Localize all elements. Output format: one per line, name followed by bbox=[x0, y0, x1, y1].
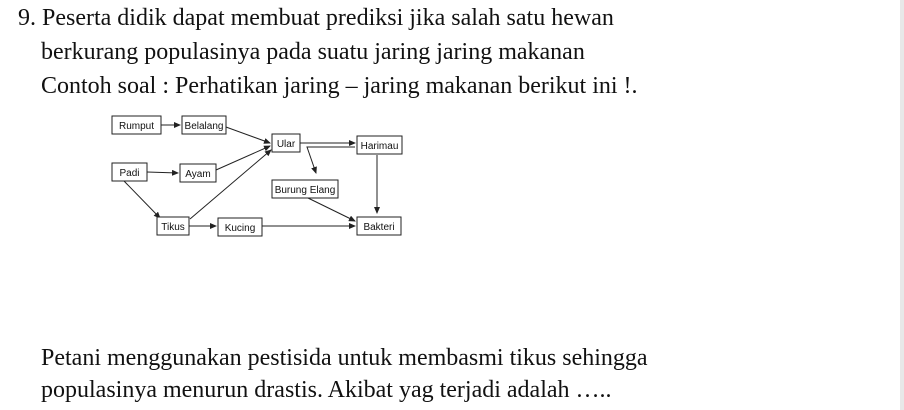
edge-ular-burung-elang bbox=[307, 147, 355, 173]
edge-padi-ayam bbox=[147, 172, 178, 173]
node-burung-elang-label: Burung Elang bbox=[274, 185, 336, 196]
node-tikus-label: Tikus bbox=[161, 222, 185, 233]
food-web-edges bbox=[124, 125, 377, 226]
question-line-3: Contoh soal : Perhatikan jaring – jaring makanan berikut ini !. bbox=[41, 73, 638, 99]
node-rumput-label: Rumput bbox=[118, 121, 155, 132]
node-ular bbox=[272, 134, 300, 152]
question-line-4: Petani menggunakan pestisida untuk membasmi tikus sehingga bbox=[41, 345, 648, 371]
node-padi-label: Padi bbox=[119, 168, 140, 179]
node-tikus bbox=[157, 217, 189, 235]
node-belalang-label: Belalang bbox=[184, 121, 224, 132]
edge-belalang-ular bbox=[226, 127, 270, 143]
node-ayam-label: Ayam bbox=[185, 169, 211, 180]
node-ular-label: Ular bbox=[276, 139, 296, 150]
edge-padi-tikus bbox=[124, 181, 160, 218]
node-rumput bbox=[112, 116, 161, 134]
node-harimau-label: Harimau bbox=[360, 141, 399, 152]
node-kucing bbox=[218, 218, 262, 236]
node-ayam bbox=[180, 164, 216, 182]
node-bakteri-label: Bakteri bbox=[363, 222, 395, 233]
right-edge-strip bbox=[900, 0, 904, 410]
edge-tikus-ular bbox=[190, 150, 271, 219]
node-padi bbox=[112, 163, 147, 181]
node-harimau bbox=[357, 136, 402, 154]
node-bakteri bbox=[357, 217, 401, 235]
node-kucing-label: Kucing bbox=[224, 223, 256, 234]
question-line-5: populasinya menurun drastis. Akibat yag terjadi adalah ….. bbox=[41, 377, 612, 403]
question-line-1: 9. Peserta didik dapat membuat prediksi jika salah satu hewan bbox=[18, 5, 614, 31]
node-belalang bbox=[182, 116, 226, 134]
edge-burung-elang-bakteri bbox=[308, 198, 355, 221]
question-line-2: berkurang populasinya pada suatu jaring jaring makanan bbox=[41, 39, 585, 65]
node-burung-elang bbox=[272, 180, 338, 198]
